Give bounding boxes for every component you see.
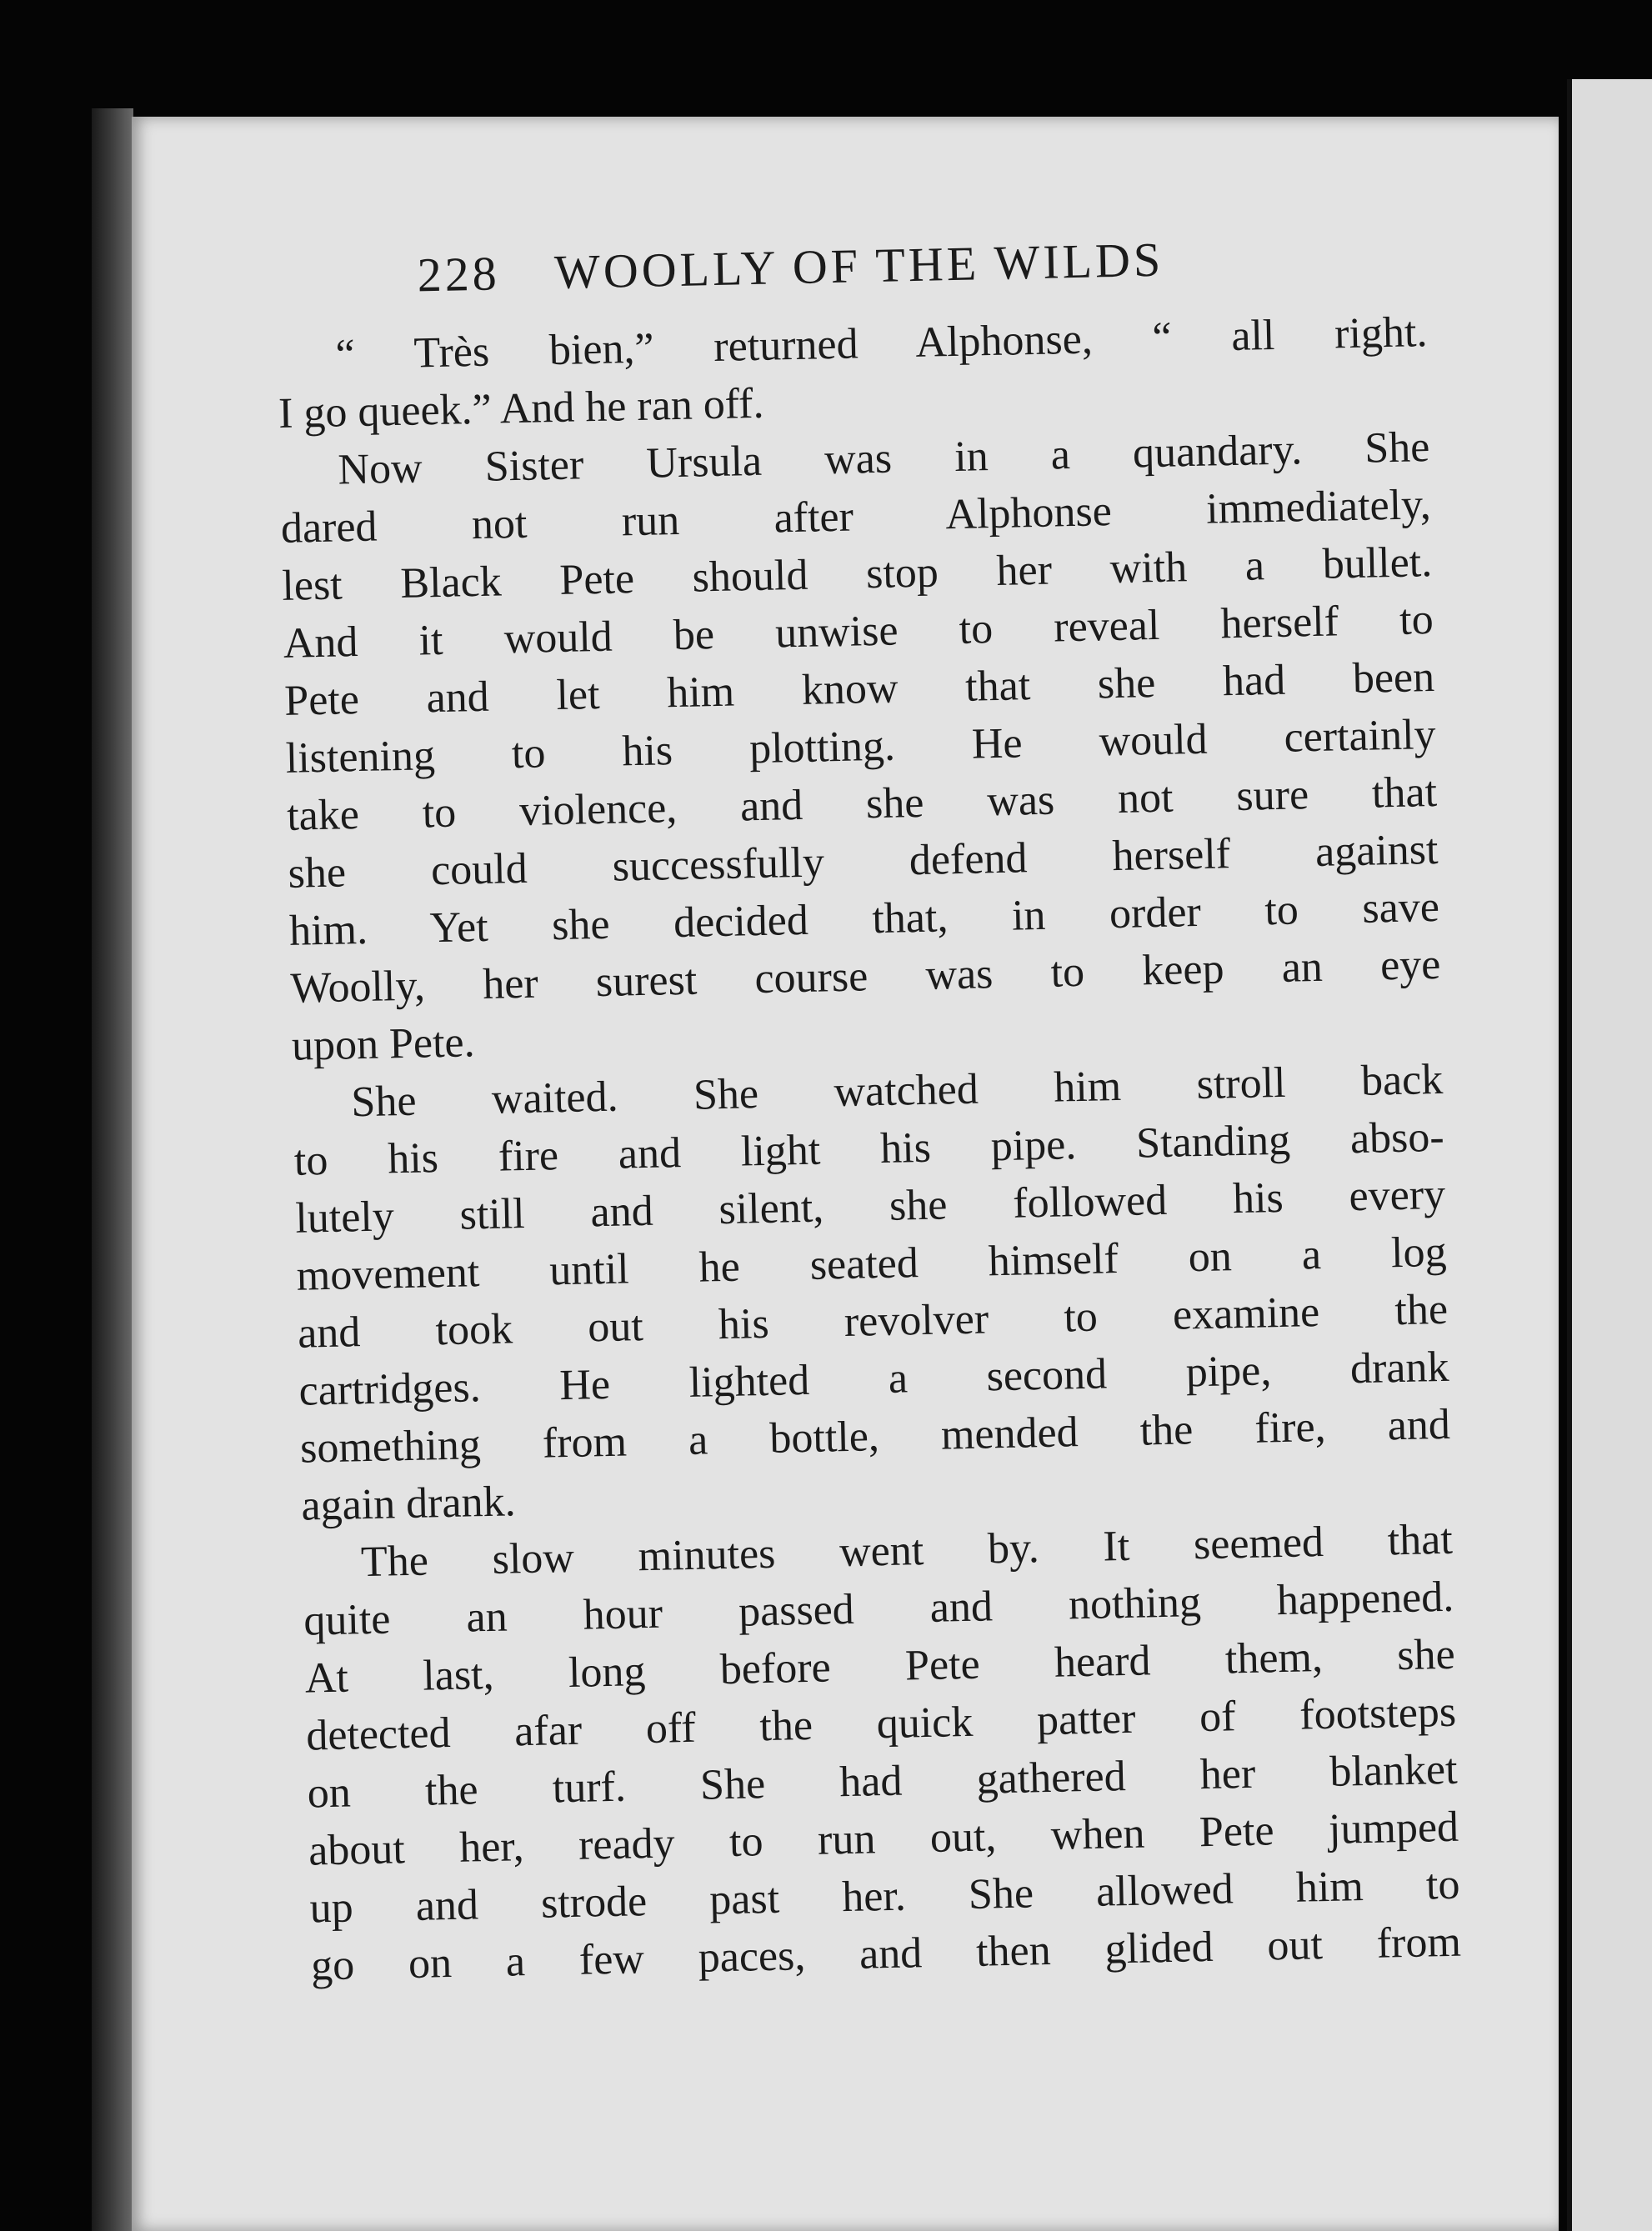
text-line: listening to his plotting. He would certainly xyxy=(285,710,1437,783)
text-line: Woolly, her surest course was to keep an eye xyxy=(289,940,1441,1013)
text-line: lutely still and silent, she followed his every xyxy=(294,1170,1446,1243)
text-line: she could successfully defend herself against xyxy=(288,825,1439,898)
text-line: cartridges. He lighted a second pipe, drank xyxy=(298,1343,1449,1415)
text-line: to his fire and light his pipe. Standing abso- xyxy=(293,1113,1445,1185)
page-text-block xyxy=(275,226,1462,1994)
text-line: dared not run after Alphonse immediately, xyxy=(280,481,1432,553)
text-line: again drank. xyxy=(300,1478,517,1530)
book-binding-edge xyxy=(92,108,133,2231)
text-line: up and strode past her. She allowed him to xyxy=(309,1860,1460,1933)
running-head-title: WOOLLY OF THE WILDS xyxy=(553,232,1164,299)
text-line: “ Très bien,” returned Alphonse, “ all right. xyxy=(335,308,1428,379)
text-line: The slow minutes went by. It seemed that xyxy=(360,1515,1454,1587)
text-line: movement until he seated himself on a log xyxy=(296,1228,1448,1300)
text-line: I go queek.” And he ran off. xyxy=(278,379,765,438)
text-line: quite an hour passed and nothing happened. xyxy=(303,1573,1454,1645)
text-line: At last, long before Pete heard them, she xyxy=(304,1630,1456,1703)
text-line: detected afar off the quick patter of footsteps xyxy=(305,1688,1457,1760)
text-line: Pete and let him know that she had been xyxy=(283,653,1435,725)
text-line: and took out his revolver to examine the xyxy=(297,1285,1449,1358)
text-line: take to violence, and she was not sure that xyxy=(286,768,1438,840)
text-line: on the turf. She had gathered her blanket xyxy=(307,1745,1459,1818)
body-text xyxy=(277,303,1462,1994)
text-line: upon Pete. xyxy=(291,1018,476,1070)
text-line: Now Sister Ursula was in a quandary. She xyxy=(337,423,1430,494)
text-line: lest Black Pete should stop her with a bullet. xyxy=(281,538,1433,610)
text-line: about her, ready to run out, when Pete jumped xyxy=(308,1803,1459,1875)
text-line: him. Yet she decided that, in order to save xyxy=(288,883,1440,955)
facing-page-edge xyxy=(1567,79,1652,2231)
text-line: She waited. She watched him stroll back xyxy=(350,1055,1444,1127)
text-line: something from a bottle, mended the fire, and xyxy=(299,1400,1451,1473)
page-number: 228 xyxy=(416,246,501,303)
text-line: And it would be unwise to reveal herself to xyxy=(283,596,1434,668)
text-line: go on a few paces, and then glided out from xyxy=(310,1918,1462,1990)
